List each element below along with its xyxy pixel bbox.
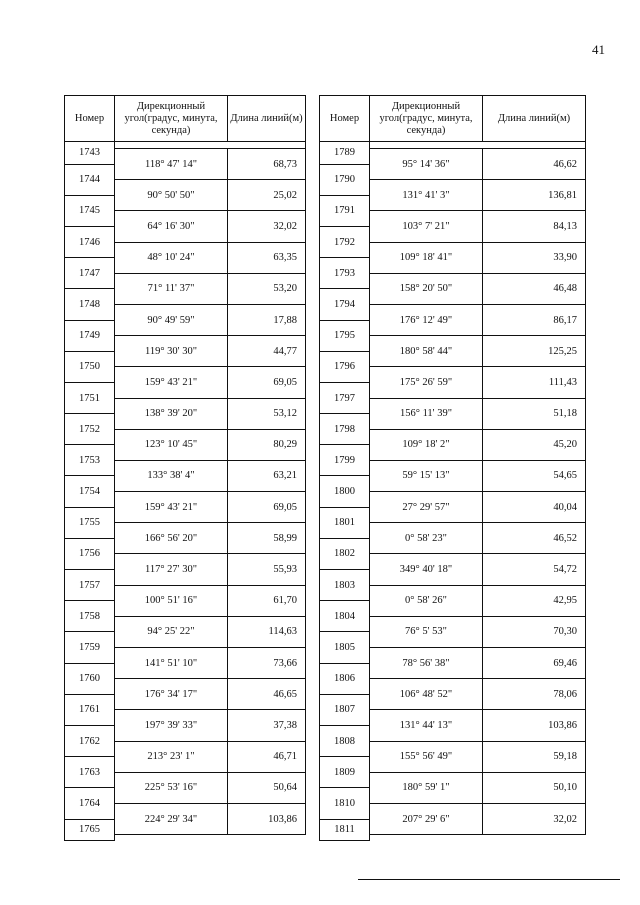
point-number: 1748 [65, 289, 115, 320]
line-length: 73,66 [228, 648, 306, 679]
line-length: 42,95 [483, 585, 586, 616]
line-length: 103,86 [483, 710, 586, 741]
direction-angle: 207° 29' 6" [370, 803, 483, 834]
direction-angle: 95° 14' 36" [370, 149, 483, 180]
point-number: 1808 [320, 725, 370, 756]
direction-angle: 349° 40' 18" [370, 554, 483, 585]
point-number: 1810 [320, 788, 370, 819]
direction-angle: 197° 39' 33" [115, 710, 228, 741]
direction-angle: 225° 53' 16" [115, 772, 228, 803]
header-length: Длина линий(м) [483, 96, 586, 142]
footer-rule [358, 879, 620, 880]
point-number: 1791 [320, 195, 370, 226]
point-number: 1760 [65, 663, 115, 694]
direction-angle: 166° 56' 20" [115, 523, 228, 554]
point-number: 1747 [65, 258, 115, 289]
direction-angle: 90° 49' 59" [115, 304, 228, 335]
point-number: 1759 [65, 632, 115, 663]
header-angle: Дирекционный угол(градус, минута, секунда) [370, 96, 483, 142]
direction-angle: 176° 12' 49" [370, 304, 483, 335]
line-length: 46,65 [228, 679, 306, 710]
line-length: 69,05 [228, 367, 306, 398]
point-number: 1750 [65, 351, 115, 382]
point-number: 1752 [65, 414, 115, 445]
line-length: 53,20 [228, 273, 306, 304]
line-length: 25,02 [228, 180, 306, 211]
line-length: 80,29 [228, 429, 306, 460]
point-number: 1807 [320, 694, 370, 725]
point-number: 1802 [320, 538, 370, 569]
direction-angle: 175° 26' 59" [370, 367, 483, 398]
direction-angle: 156° 11' 39" [370, 398, 483, 429]
direction-angle: 159° 43' 21" [115, 492, 228, 523]
header-number: Номер [65, 96, 115, 142]
point-number: 1792 [320, 226, 370, 257]
empty-cell [115, 142, 306, 149]
line-length: 53,12 [228, 398, 306, 429]
table-row [65, 142, 306, 149]
line-length: 51,18 [483, 398, 586, 429]
point-number: 1744 [65, 164, 115, 195]
point-number: 1763 [65, 757, 115, 788]
direction-angle: 48° 10' 24" [115, 242, 228, 273]
direction-angle: 27° 29' 57" [370, 492, 483, 523]
direction-angle: 180° 59' 1" [370, 772, 483, 803]
point-number: 1755 [65, 507, 115, 538]
line-length: 63,35 [228, 242, 306, 273]
point-number: 1794 [320, 289, 370, 320]
point-number: 1801 [320, 507, 370, 538]
line-length: 54,65 [483, 460, 586, 491]
point-number: 1765 [65, 819, 115, 841]
point-number: 1803 [320, 570, 370, 601]
point-number: 1799 [320, 445, 370, 476]
line-length: 46,62 [483, 149, 586, 180]
header-length: Длина линий(м) [228, 96, 306, 142]
line-length: 59,18 [483, 741, 586, 772]
line-length: 40,04 [483, 492, 586, 523]
direction-angle: 180° 58' 44" [370, 336, 483, 367]
direction-angle: 106° 48' 52" [370, 679, 483, 710]
point-number: 1754 [65, 476, 115, 507]
point-number: 1793 [320, 258, 370, 289]
point-number: 1806 [320, 663, 370, 694]
point-number: 1798 [320, 414, 370, 445]
point-number: 1745 [65, 195, 115, 226]
direction-angle: 78° 56' 38" [370, 648, 483, 679]
direction-angle: 71° 11' 37" [115, 273, 228, 304]
point-number: 1753 [65, 445, 115, 476]
point-number: 1761 [65, 694, 115, 725]
direction-angle: 224° 29' 34" [115, 803, 228, 834]
direction-angle: 103° 7' 21" [370, 211, 483, 242]
direction-angle: 94° 25' 22" [115, 616, 228, 647]
point-number: 1746 [65, 226, 115, 257]
line-length: 86,17 [483, 304, 586, 335]
direction-angle: 155° 56' 49" [370, 741, 483, 772]
direction-angle: 141° 51' 10" [115, 648, 228, 679]
line-length: 111,43 [483, 367, 586, 398]
line-length: 63,21 [228, 460, 306, 491]
point-number: 1790 [320, 164, 370, 195]
header-number: Номер [320, 96, 370, 142]
direction-angle: 76° 5' 53" [370, 616, 483, 647]
line-length: 68,73 [228, 149, 306, 180]
line-length: 37,38 [228, 710, 306, 741]
line-length: 46,52 [483, 523, 586, 554]
line-length: 50,10 [483, 772, 586, 803]
direction-angle: 159° 43' 21" [115, 367, 228, 398]
line-length: 69,05 [228, 492, 306, 523]
point-number: 1796 [320, 351, 370, 382]
line-length: 69,46 [483, 648, 586, 679]
point-number: 1805 [320, 632, 370, 663]
direction-angle: 176° 34' 17" [115, 679, 228, 710]
direction-angle: 0° 58' 23" [370, 523, 483, 554]
point-number: 1757 [65, 570, 115, 601]
line-length: 50,64 [228, 772, 306, 803]
coordinates-table-left [64, 95, 306, 841]
direction-angle: 213° 23' 1" [115, 741, 228, 772]
direction-angle: 90° 50' 50" [115, 180, 228, 211]
point-number: 1751 [65, 382, 115, 413]
line-length: 54,72 [483, 554, 586, 585]
line-length: 45,20 [483, 429, 586, 460]
direction-angle: 138° 39' 20" [115, 398, 228, 429]
empty-cell [370, 142, 586, 149]
direction-angle: 109° 18' 41" [370, 242, 483, 273]
direction-angle: 123° 10' 45" [115, 429, 228, 460]
direction-angle: 0° 58' 26" [370, 585, 483, 616]
line-length: 78,06 [483, 679, 586, 710]
line-length: 136,81 [483, 180, 586, 211]
point-number: 1809 [320, 757, 370, 788]
point-number: 1804 [320, 601, 370, 632]
point-number: 1797 [320, 382, 370, 413]
point-number: 1800 [320, 476, 370, 507]
line-length: 70,30 [483, 616, 586, 647]
point-number: 1756 [65, 538, 115, 569]
direction-angle: 133° 38' 4" [115, 460, 228, 491]
point-number: 1762 [65, 725, 115, 756]
line-length: 55,93 [228, 554, 306, 585]
table-row [320, 142, 586, 149]
point-number: 1743 [65, 142, 115, 165]
line-length: 32,02 [483, 803, 586, 834]
line-length: 125,25 [483, 336, 586, 367]
point-number: 1764 [65, 788, 115, 819]
point-number: 1795 [320, 320, 370, 351]
direction-angle: 118° 47' 14" [115, 149, 228, 180]
line-length: 103,86 [228, 803, 306, 834]
point-number: 1758 [65, 601, 115, 632]
header-angle: Дирекционный угол(градус, минута, секунда) [115, 96, 228, 142]
direction-angle: 109° 18' 2" [370, 429, 483, 460]
direction-angle: 119° 30' 30" [115, 336, 228, 367]
direction-angle: 131° 44' 13" [370, 710, 483, 741]
line-length: 84,13 [483, 211, 586, 242]
line-length: 17,88 [228, 304, 306, 335]
line-length: 58,99 [228, 523, 306, 554]
line-length: 33,90 [483, 242, 586, 273]
line-length: 44,77 [228, 336, 306, 367]
point-number: 1749 [65, 320, 115, 351]
direction-angle: 131° 41' 3" [370, 180, 483, 211]
point-number: 1789 [320, 142, 370, 165]
point-number: 1811 [320, 819, 370, 841]
page-number: 41 [592, 42, 605, 57]
direction-angle: 158° 20' 50" [370, 273, 483, 304]
line-length: 46,48 [483, 273, 586, 304]
direction-angle: 59° 15' 13" [370, 460, 483, 491]
direction-angle: 117° 27' 30" [115, 554, 228, 585]
direction-angle: 64° 16' 30" [115, 211, 228, 242]
line-length: 32,02 [228, 211, 306, 242]
line-length: 61,70 [228, 585, 306, 616]
line-length: 46,71 [228, 741, 306, 772]
direction-angle: 100° 51' 16" [115, 585, 228, 616]
coordinates-table-right [319, 95, 586, 841]
line-length: 114,63 [228, 616, 306, 647]
